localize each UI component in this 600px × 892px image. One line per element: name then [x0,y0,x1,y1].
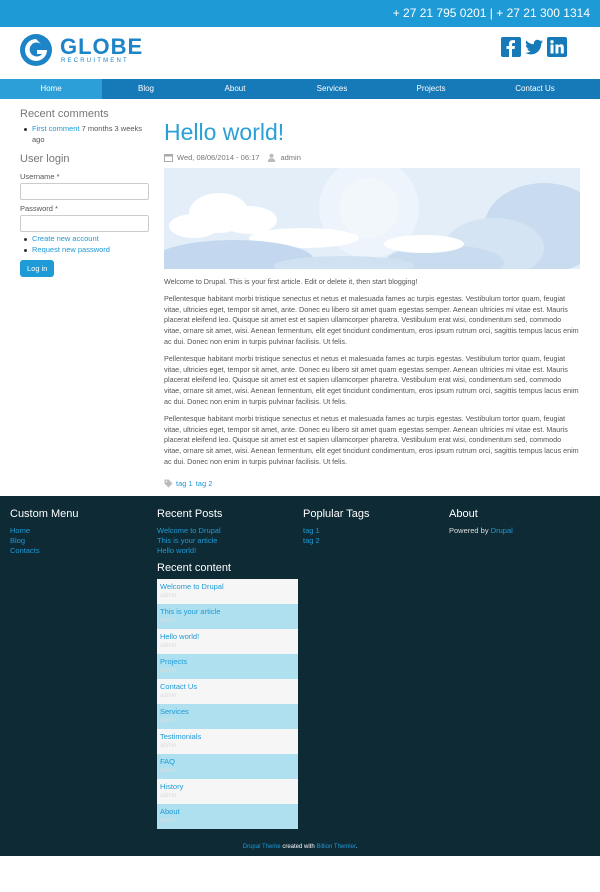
recent-content-list [157,579,298,829]
create-account-link[interactable]: Create new account [32,234,99,243]
main-area [0,99,600,496]
footer-link-home[interactable]: Home [10,526,31,535]
footer-tag-link[interactable]: tag 2 [303,536,320,545]
recent-content-item [157,679,298,704]
brand-name: GLOBE [60,34,144,59]
social-links [501,37,567,57]
recent-content-author: admin [160,668,177,674]
footer [0,496,600,856]
recent-content-link[interactable]: Contact Us [160,682,198,691]
recent-content-link[interactable]: Hello world! [160,632,200,641]
request-password-link[interactable]: Request new password [32,244,110,254]
recent-post-link[interactable]: Hello world! [157,546,197,555]
article-author: admin [280,153,301,162]
nav-item-blog[interactable]: Blog [137,84,154,93]
article-meta [164,153,580,162]
billion-themler-link[interactable]: Billion Themler [316,844,356,850]
popular-tags-heading: Poplular Tags [303,508,370,520]
recent-content-item [157,629,298,654]
username-field[interactable] [20,183,149,200]
recent-content-item [157,779,298,804]
globe-logo-icon [19,33,53,67]
login-button[interactable]: Log in [20,260,54,277]
twitter-icon[interactable] [524,37,544,57]
user-login-heading: User login [20,153,70,165]
powered-by [449,526,513,535]
recent-content-item [157,654,298,679]
drupal-theme-link[interactable]: Drupal Theme [242,844,281,850]
article-date: Wed, 08/06/2014 - 06:17 [177,153,260,162]
recent-content-heading: Recent content [157,562,231,574]
article-title[interactable]: Hello world! [164,119,285,145]
hero-image [164,168,580,269]
recent-content-item [157,804,298,829]
topbar [0,0,600,27]
recent-content-item [157,754,298,779]
nav-item-contact-us[interactable]: Contact Us [515,84,555,93]
article-paragraph: Pellentesque habitant morbi tristique senectus et netus et malesuada fames ac turpis egestas. Vestibulum tortor quam, feugiat vitae, ultricies eget, tempor sit amet, ante. Donec eu libero sit amet quam egestas semper. Aenean ultricies mi vitae est. Mauris placerat eleifend leo. Quisque sit amet est et sapien ullamcorper pharetra. Vestibulum erat wisi, condimentum sed, commodo vitae, ornare sit amet, wisi. Aenean fermentum, elit eget tincidunt condimentum, eros ipsum rutrum orci, sagittis tempus lacus enim ac dui. Donec non enim in turpis pulvinar facilisis. Ut felis. [164,353,579,406]
nav-item-projects[interactable]: Projects [416,84,446,93]
facebook-icon[interactable] [501,37,521,57]
nav-item-services[interactable]: Services [316,84,348,93]
article [164,120,580,488]
calendar-icon [164,153,173,162]
main-nav [0,79,600,99]
custom-menu-heading: Custom Menu [10,508,79,520]
recent-content-author: admin [160,593,177,599]
recent-content-link[interactable]: Services [160,707,189,716]
footer-tag-link[interactable]: tag 1 [303,526,320,535]
password-field[interactable] [20,215,149,232]
footer-link-blog[interactable]: Blog [10,536,26,545]
recent-content-author: admin [160,693,177,699]
article-tags [164,479,580,488]
about-heading: About [449,508,478,520]
footer-popular-tags [303,508,369,546]
recent-content-link[interactable]: History [160,782,184,791]
recent-content-author: admin [160,743,177,749]
user-icon [267,153,276,162]
recent-content-author: admin [160,793,177,799]
recent-content-author: admin [160,643,177,649]
tag-icon [164,479,173,488]
tag-link[interactable]: tag 1 [176,478,193,488]
recent-content-item [157,579,298,604]
recent-content-link[interactable]: FAQ [160,757,176,766]
powered-by-text: Powered by [449,526,489,535]
recent-post-link[interactable]: Welcome to Drupal [157,526,221,535]
recent-content-author: admin [160,768,177,774]
linkedin-icon[interactable] [547,37,567,57]
article-body [164,277,580,468]
footer-custom-menu [10,508,78,556]
recent-posts-heading: Recent Posts [157,508,223,520]
recent-comments-heading: Recent comments [20,108,109,120]
sidebar [20,108,150,277]
recent-comments-list [20,124,150,145]
article-paragraph: Pellentesque habitant morbi tristique senectus et netus et malesuada fames ac turpis egestas. Vestibulum tortor quam, feugiat vitae, ultricies eget, tempor sit amet, ante. Donec eu libero sit amet quam egestas semper. Aenean ultricies mi vitae est. Mauris placerat eleifend leo. Quisque sit amet est et sapien ullamcorper pharetra. Vestibulum erat wisi, condimentum sed, commodo vitae, ornare sit amet, wisi. Aenean fermentum, elit eget tincidunt condimentum, eros ipsum rutrum orci, sagittis tempus lacus enim ac dui. Donec non enim in turpis pulvinar facilisis. Ut felis. [164,413,579,466]
brand-tagline: RECRUITMENT [61,58,129,64]
header [0,27,600,79]
nav-item-about[interactable]: About [224,84,246,93]
nav-item-home[interactable]: Home [0,79,102,99]
recent-post-link[interactable]: This is your article [157,536,218,545]
password-label: Password * [20,204,58,213]
recent-content-item [157,604,298,629]
recent-content-author: admin [160,618,177,624]
login-links [20,234,150,255]
comment-age: 7 months 3 weeks ago [32,124,143,144]
recent-content-author: admin [160,718,177,724]
comment-item [24,124,150,145]
credit-end: . [355,844,358,850]
recent-content-link[interactable]: Projects [160,657,188,666]
comment-link[interactable]: First comment [32,124,80,133]
recent-content-item [157,704,298,729]
recent-content-link[interactable]: This is your article [160,607,221,616]
recent-content-link[interactable]: Testimonials [160,732,202,741]
request-password-item [24,245,150,256]
footer-recent-posts [157,508,222,556]
article-paragraph: Pellentesque habitant morbi tristique senectus et netus et malesuada fames ac turpis egestas. Vestibulum tortor quam, feugiat vitae, ultricies eget, tempor sit amet, ante. Donec eu libero sit amet quam egestas semper. Aenean ultricies mi vitae est. Mauris placerat eleifend leo. Quisque sit amet est et sapien ullamcorper pharetra. Vestibulum erat wisi, condimentum sed, commodo vitae, ornare sit amet, wisi. Aenean fermentum, elit eget tincidunt condimentum, eros ipsum rutrum orci, sagittis tempus lacus enim ac dui. Donec non enim in turpis pulvinar facilisis. Ut felis. [164,293,579,346]
drupal-link[interactable]: Drupal [490,526,513,535]
footer-link-contacts[interactable]: Contacts [10,546,40,555]
phone-numbers: + 27 21 795 0201 | + 27 21 300 1314 [392,6,590,20]
username-label: Username * [20,172,60,181]
recent-content-item [157,729,298,754]
footer-about [449,508,513,535]
recent-content-link[interactable]: Welcome to Drupal [160,582,224,591]
recent-content-author: admin [160,818,177,824]
tag-link[interactable]: tag 2 [195,478,213,488]
article-intro: Welcome to Drupal. This is your first article. Edit or delete it, then start blogging! [164,277,418,286]
credit-text: created with [280,844,317,850]
recent-content-link[interactable]: About [160,807,180,816]
create-account-item [24,234,150,245]
footer-credit [0,844,600,850]
